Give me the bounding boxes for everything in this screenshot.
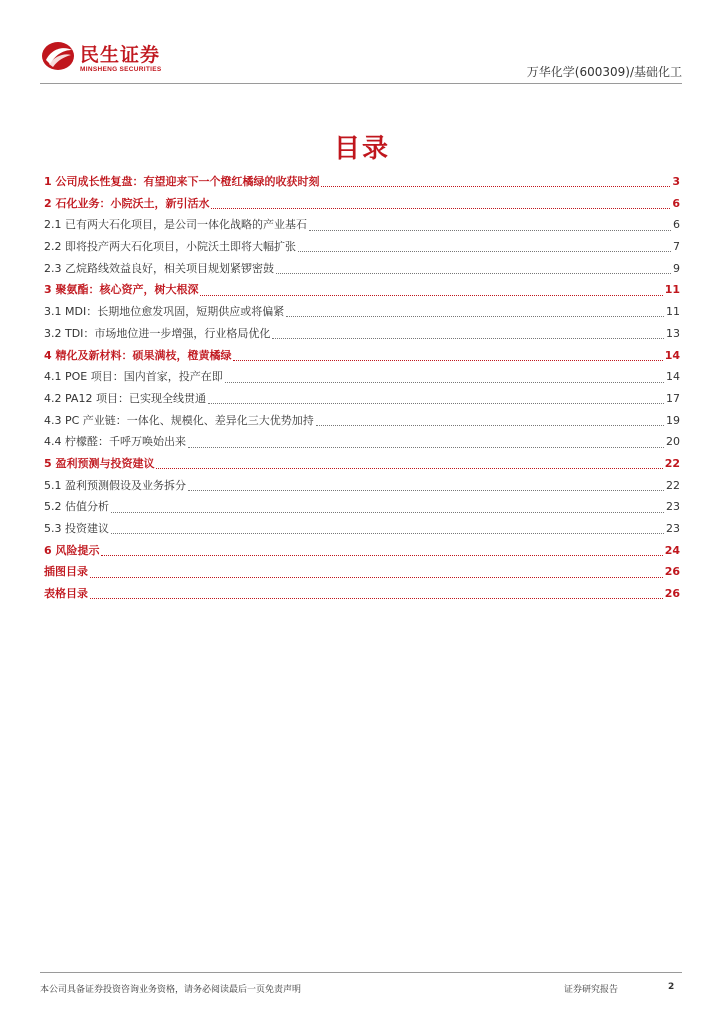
- toc-leader-dots: [286, 316, 664, 317]
- logo-chinese-name: 民生证券: [80, 44, 161, 66]
- toc-entry[interactable]: [44, 585, 680, 607]
- toc-entry-page[interactable]: 26: [664, 565, 680, 579]
- toc-entry[interactable]: [44, 498, 680, 520]
- toc-entry-page[interactable]: 11: [666, 305, 680, 319]
- toc-entry-label[interactable]: 4.3 PC 产业链：一体化、规模化、差异化三大优势加持: [44, 413, 314, 427]
- page-header: [40, 36, 682, 86]
- toc-leader-dots: [309, 230, 671, 231]
- toc-entry-page[interactable]: 17: [666, 391, 680, 405]
- toc-leader-dots: [90, 577, 663, 578]
- toc-entry-page[interactable]: 26: [664, 587, 680, 601]
- toc-leader-dots: [233, 360, 662, 361]
- toc-entry-label[interactable]: 5.3 投资建议: [44, 522, 109, 535]
- toc-leader-dots: [208, 403, 664, 404]
- footer-page-number: 2: [668, 982, 675, 992]
- toc-leader-dots: [111, 533, 664, 534]
- toc-leader-dots: [188, 490, 664, 491]
- toc-entry-label[interactable]: 2.3 乙烷路线效益良好，相关项目规划紧锣密鼓: [44, 261, 274, 275]
- toc-entry[interactable]: [44, 368, 680, 390]
- toc-entry[interactable]: [44, 390, 680, 412]
- toc-leader-dots: [156, 468, 662, 469]
- toc-entry[interactable]: [44, 542, 680, 564]
- toc-leader-dots: [111, 512, 664, 513]
- toc-entry-page[interactable]: 7: [673, 240, 680, 254]
- logo-english-name: MINSHENG SECURITIES: [80, 66, 162, 73]
- toc-entry[interactable]: [44, 520, 680, 542]
- footer-report-type: 证券研究报告: [564, 985, 619, 995]
- toc-entry-page[interactable]: 20: [666, 435, 680, 449]
- toc-entry[interactable]: [44, 347, 680, 369]
- toc-entry-page[interactable]: 13: [666, 326, 680, 340]
- toc-entry-page[interactable]: 14: [666, 370, 680, 384]
- toc-leader-dots: [276, 273, 671, 274]
- footer-disclaimer: 本公司具备证券投资咨询业务资格，请务必阅读最后一页免责声明: [40, 985, 302, 995]
- toc-leader-dots: [316, 425, 664, 426]
- toc-leader-dots: [272, 338, 664, 339]
- toc-entry-label[interactable]: 4.4 柠檬醛：千呼万唤始出来: [44, 435, 186, 449]
- toc-entry-label[interactable]: 表格目录: [44, 587, 88, 601]
- toc-entry[interactable]: [44, 563, 680, 585]
- toc-entry[interactable]: [44, 238, 680, 260]
- toc-entry-page[interactable]: 14: [664, 348, 680, 362]
- toc-entry[interactable]: [44, 195, 680, 217]
- toc-entry[interactable]: [44, 455, 680, 477]
- minsheng-logo-icon: [40, 40, 76, 72]
- toc-entry-label[interactable]: 2.2 即将投产两大石化项目，小院沃土即将大幅扩张: [44, 240, 296, 254]
- toc-entry-label[interactable]: 1 公司成长性复盘：有望迎来下一个橙红橘绿的收获时刻: [44, 175, 320, 188]
- toc-title: 目录: [333, 134, 390, 164]
- toc-entry-label[interactable]: 5.1 盈利预测假设及业务拆分: [44, 478, 186, 492]
- toc-entry[interactable]: [44, 412, 680, 434]
- toc-entry-label[interactable]: 3 聚氨酯：核心资产，树大根深: [44, 283, 199, 297]
- toc-entry[interactable]: [44, 303, 680, 325]
- toc-leader-dots: [225, 382, 664, 383]
- toc-entry[interactable]: [44, 433, 680, 455]
- footer-divider: [40, 972, 682, 973]
- toc-entry[interactable]: [44, 173, 680, 195]
- toc-entry-page[interactable]: 23: [666, 500, 680, 514]
- toc-entry-label[interactable]: 4 精化及新材料：硕果满枝，橙黄橘绿: [44, 348, 232, 362]
- table-of-contents: [44, 173, 680, 607]
- toc-entry-page[interactable]: 3: [672, 175, 680, 188]
- toc-entry-label[interactable]: 3.1 MDI：长期地位愈发巩固，短期供应或将偏紧: [44, 305, 285, 319]
- toc-entry-page[interactable]: 6: [672, 196, 680, 210]
- header-divider: [40, 83, 682, 84]
- toc-entry-label[interactable]: 2 石化业务：小院沃土，新引活水: [44, 196, 210, 210]
- toc-entry[interactable]: [44, 477, 680, 499]
- toc-entry-label[interactable]: 5 盈利预测与投资建议: [44, 456, 155, 470]
- toc-entry-label[interactable]: 5.2 估值分析: [44, 500, 109, 514]
- toc-leader-dots: [200, 295, 662, 296]
- toc-entry-page[interactable]: 11: [664, 283, 680, 297]
- toc-entry-label[interactable]: 2.1 已有两大石化项目，是公司一体化战略的产业基石: [44, 218, 307, 232]
- toc-entry[interactable]: [44, 325, 680, 347]
- toc-leader-dots: [321, 186, 670, 187]
- toc-entry-page[interactable]: 19: [666, 413, 680, 427]
- toc-entry[interactable]: [44, 281, 680, 303]
- toc-entry-page[interactable]: 24: [664, 543, 680, 557]
- toc-entry[interactable]: [44, 216, 680, 238]
- report-subject: 万华化学(600309)/基础化工: [526, 65, 682, 79]
- toc-leader-dots: [101, 555, 662, 556]
- toc-entry-page[interactable]: 6: [673, 218, 680, 232]
- minsheng-logo: [40, 36, 190, 80]
- toc-leader-dots: [188, 447, 664, 448]
- toc-leader-dots: [298, 251, 671, 252]
- toc-entry-label[interactable]: 插图目录: [44, 565, 88, 579]
- toc-leader-dots: [211, 208, 670, 209]
- toc-leader-dots: [90, 598, 663, 599]
- toc-entry-page[interactable]: 23: [666, 522, 680, 535]
- toc-entry-page[interactable]: 22: [666, 478, 680, 492]
- toc-entry[interactable]: [44, 260, 680, 282]
- toc-entry-label[interactable]: 4.1 POE 项目：国内首家，投产在即: [44, 370, 223, 384]
- toc-entry-label[interactable]: 4.2 PA12 项目：已实现全线贯通: [44, 391, 206, 405]
- toc-entry-label[interactable]: 6 风险提示: [44, 543, 100, 557]
- toc-entry-label[interactable]: 3.2 TDI：市场地位进一步增强，行业格局优化: [44, 326, 271, 340]
- toc-entry-page[interactable]: 22: [664, 456, 680, 470]
- toc-entry-page[interactable]: 9: [673, 261, 680, 275]
